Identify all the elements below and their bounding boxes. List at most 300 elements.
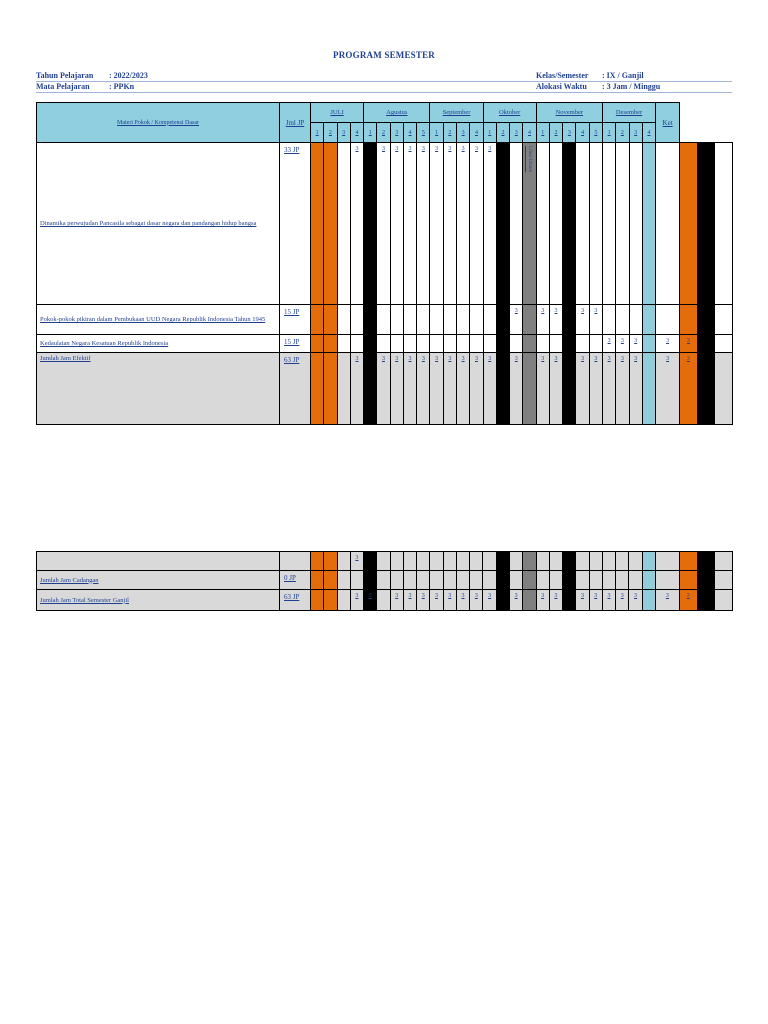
month-name: JULI: [330, 109, 344, 116]
jp-value: 0 JP: [284, 574, 296, 582]
semester-table: [36, 102, 733, 425]
week-cell: [470, 571, 483, 590]
week-value: 3: [448, 593, 452, 599]
jp-cell: [280, 305, 311, 335]
week-cell: [496, 590, 509, 611]
week-cell: [589, 353, 602, 425]
week-value: 3: [395, 356, 399, 362]
week-label: 1: [488, 129, 492, 136]
month-header: [430, 103, 483, 123]
week-label: 4: [581, 129, 585, 136]
week-cell: [377, 590, 390, 611]
week-cell: [457, 353, 470, 425]
week-value: 3: [686, 338, 690, 344]
week-value: 3: [554, 593, 558, 599]
week-cell: [680, 305, 698, 335]
week-cell: [576, 143, 589, 305]
week-value: 3: [474, 356, 478, 362]
week-cell: [642, 335, 655, 353]
week-cell: [470, 335, 483, 353]
week-cell: [509, 552, 522, 571]
header-row: [37, 103, 733, 123]
week-number: [589, 123, 602, 143]
week-cell: [337, 143, 350, 305]
week-label: 4: [528, 129, 532, 136]
week-cell: [443, 590, 456, 611]
table-row: [37, 571, 733, 590]
week-cell: [536, 552, 549, 571]
week-cell: [642, 143, 655, 305]
week-cell: [642, 590, 655, 611]
week-cell: [456, 571, 469, 590]
week-cell: [417, 590, 430, 611]
week-value: 3: [594, 308, 598, 314]
week-cell: [629, 143, 642, 305]
week-cell: [337, 590, 350, 611]
week-cell: [483, 305, 496, 335]
week-cell: [656, 305, 680, 335]
materi-text: Dinamika perwujudan Pancasila sebagai dasar negara dan pandangan hidup bangsa: [40, 220, 257, 227]
tahun-label: Tahun Pelajaran: [36, 71, 94, 80]
week-number: [364, 123, 377, 143]
week-number: [536, 123, 549, 143]
week-cell: [403, 552, 416, 571]
week-cell: [430, 552, 443, 571]
jp-cell: [280, 353, 311, 425]
month-name: Desember: [615, 109, 643, 116]
week-cell: [523, 571, 536, 590]
week-value: 3: [581, 308, 585, 314]
week-cell: [377, 571, 390, 590]
week-cell: [324, 305, 337, 335]
month-header: [364, 103, 430, 123]
week-cell: [602, 143, 615, 305]
week-cell: [456, 590, 469, 611]
week-cell: [655, 571, 679, 590]
week-cell: [563, 335, 576, 353]
week-cell: [483, 571, 496, 590]
week-cell: [536, 143, 549, 305]
jp-cell: [280, 335, 311, 353]
header-jml-jp: [280, 103, 311, 143]
week-value: 3: [666, 338, 670, 344]
week-cell: [510, 335, 523, 353]
week-value: 3: [580, 593, 584, 599]
materi-text: Jumlah Jam Cadangan: [40, 576, 99, 584]
week-cell: [655, 552, 679, 571]
week-cell: [403, 335, 416, 353]
week-label: 1: [435, 129, 439, 136]
week-value: 3: [435, 356, 439, 362]
page-title: PROGRAM SEMESTER: [333, 50, 435, 60]
week-cell: [350, 143, 363, 305]
week-cell: [350, 335, 363, 353]
week-cell: [403, 353, 416, 425]
header-materi-label: Materi Pokok / Kompetensi Dasar: [117, 119, 199, 126]
week-cell: [470, 590, 483, 611]
week-cell: [430, 590, 443, 611]
materi-text: Jumlah Jam Efektif: [40, 355, 91, 362]
mapel-label: Mata Pelajaran: [36, 82, 90, 91]
week-cell: [390, 305, 403, 335]
jp-value: 33 JP: [284, 146, 300, 154]
week-cell: [510, 143, 523, 305]
week-cell: [563, 305, 576, 335]
week-cell: [483, 552, 496, 571]
week-value: 3: [421, 593, 425, 599]
week-number: [576, 123, 589, 143]
week-cell: [697, 571, 715, 590]
week-cell: [563, 571, 576, 590]
kelas-label: Kelas/Semester: [536, 71, 589, 80]
week-cell: [602, 335, 615, 353]
week-cell: [576, 353, 589, 425]
month-name: November: [555, 109, 584, 116]
week-cell: [324, 571, 337, 590]
week-value: 3: [382, 356, 385, 362]
week-cell: [602, 571, 615, 590]
week-cell: [390, 552, 403, 571]
week-number: [602, 123, 615, 143]
week-cell: [403, 571, 416, 590]
week-number: [510, 123, 523, 143]
week-cell: [377, 335, 390, 353]
week-cell: [403, 305, 416, 335]
week-cell: [576, 335, 589, 353]
month-header: [483, 103, 536, 123]
week-cell: [680, 353, 698, 425]
week-cell: [549, 590, 562, 611]
jp-value: 15 JP: [284, 338, 300, 346]
week-cell: [324, 590, 337, 611]
week-value: 3: [461, 146, 465, 152]
week-cell: [457, 305, 470, 335]
week-value: 3: [541, 356, 545, 362]
week-cell: [523, 335, 536, 353]
week-number: [377, 123, 390, 143]
week-value: 3: [355, 356, 359, 362]
week-cell: [602, 353, 615, 425]
tahun-value: : 2022/2023: [109, 71, 148, 80]
week-cell: [350, 571, 363, 590]
month-header: [311, 103, 364, 123]
materi-cell: [37, 305, 280, 335]
week-cell: [337, 353, 350, 425]
week-label: 2: [554, 129, 558, 136]
week-cell: [602, 552, 615, 571]
libur-note: Libur Umum: [527, 146, 533, 173]
week-cell: [629, 335, 642, 353]
ket-cell: [715, 335, 733, 353]
week-cell: [563, 143, 576, 305]
week-cell: [470, 552, 483, 571]
week-cell: [470, 143, 483, 305]
week-cell: [616, 305, 629, 335]
week-cell: [536, 305, 549, 335]
week-cell: [430, 305, 443, 335]
week-value: 3: [686, 356, 690, 362]
week-label: 4: [408, 129, 412, 136]
week-cell: [337, 552, 350, 571]
week-number: [311, 123, 324, 143]
month-header: [602, 103, 655, 123]
week-cell: [443, 552, 456, 571]
materi-cell: [37, 590, 280, 611]
materi-cell: [37, 353, 280, 425]
week-number: [324, 123, 337, 143]
week-number: [483, 123, 496, 143]
week-label: 1: [315, 129, 319, 136]
week-label: 1: [368, 129, 372, 136]
week-value: 3: [514, 593, 518, 599]
week-cell: [549, 552, 562, 571]
week-cell: [377, 305, 390, 335]
week-cell: [337, 305, 350, 335]
week-cell: [576, 552, 589, 571]
week-value: 3: [620, 593, 624, 599]
week-cell: [364, 143, 377, 305]
week-cell: [496, 143, 509, 305]
week-cell: [496, 552, 509, 571]
week-cell: [642, 552, 655, 571]
week-label: 4: [647, 129, 651, 136]
week-value: 3: [355, 146, 359, 152]
week-cell: [390, 335, 403, 353]
week-cell: [536, 590, 549, 611]
week-cell: [470, 353, 483, 425]
week-cell: [496, 305, 509, 335]
week-label: 5: [421, 129, 425, 136]
week-cell: [523, 143, 536, 305]
week-cell: [642, 571, 655, 590]
week-cell: [311, 571, 324, 590]
week-number: [457, 123, 470, 143]
header-ket-label: Ket: [662, 118, 673, 127]
week-cell: [364, 590, 377, 611]
week-cell: [536, 353, 549, 425]
week-value: 3: [421, 356, 425, 362]
header-materi: [37, 103, 280, 143]
week-cell: [679, 552, 697, 571]
week-number: [443, 123, 456, 143]
week-value: 3: [594, 593, 598, 599]
week-cell: [697, 335, 715, 353]
week-value: 3: [607, 338, 611, 344]
week-cell: [616, 143, 629, 305]
week-number: [496, 123, 509, 143]
week-cell: [576, 305, 589, 335]
materi-text: Pokok-pokok pikiran dalam Pembukaan UUD Negara Republik Indonesia Tahun 1945: [40, 316, 266, 323]
week-cell: [390, 571, 403, 590]
week-cell: [509, 571, 522, 590]
week-cell: [697, 353, 715, 425]
month-name: September: [442, 109, 471, 116]
week-value: 3: [607, 356, 611, 362]
week-cell: [311, 305, 324, 335]
week-cell: [616, 353, 629, 425]
week-number: [549, 123, 562, 143]
jp-cell: [280, 552, 311, 571]
week-value: 3: [421, 146, 425, 152]
week-cell: [576, 590, 589, 611]
week-value: 3: [541, 593, 545, 599]
week-label: 3: [342, 129, 346, 136]
week-value: 3: [408, 593, 412, 599]
materi-cell: [37, 552, 280, 571]
week-cell: [390, 143, 403, 305]
week-value: 3: [382, 146, 385, 152]
week-number: [563, 123, 576, 143]
jp-cell: [280, 571, 311, 590]
week-value: 3: [554, 356, 558, 362]
week-cell: [679, 571, 697, 590]
week-cell: [680, 143, 698, 305]
week-cell: [377, 353, 390, 425]
week-label: 3: [634, 129, 638, 136]
week-cell: [589, 571, 602, 590]
week-cell: [589, 552, 602, 571]
week-number: [417, 123, 430, 143]
table-row: [37, 305, 733, 335]
week-value: 3: [514, 356, 518, 362]
week-cell: [616, 552, 629, 571]
jp-value: 15 JP: [284, 308, 300, 316]
week-cell: [417, 305, 430, 335]
week-cell: [324, 552, 337, 571]
week-label: 5: [594, 129, 598, 136]
week-cell: [324, 353, 337, 425]
week-label: 2: [501, 129, 505, 136]
week-label: 1: [541, 129, 545, 136]
header-jml-jp-label: Jml JP: [285, 118, 305, 127]
week-value: 3: [408, 146, 412, 152]
week-value: 3: [541, 308, 545, 314]
ket-cell: [715, 143, 733, 305]
week-value: 3: [620, 338, 624, 344]
week-cell: [589, 335, 602, 353]
week-label: 3: [567, 129, 571, 136]
week-cell: [629, 305, 642, 335]
week-value: 3: [474, 593, 478, 599]
week-value: 3: [355, 593, 359, 599]
week-cell: [602, 305, 615, 335]
week-cell: [496, 335, 509, 353]
week-number: [337, 123, 350, 143]
materi-cell: [37, 571, 280, 590]
week-value: 3: [461, 593, 465, 599]
week-value: 3: [581, 356, 585, 362]
jp-cell: [280, 590, 311, 611]
week-cell: [377, 552, 390, 571]
week-cell: [403, 143, 416, 305]
week-number: [616, 123, 629, 143]
week-value: 3: [634, 593, 637, 599]
week-value: 3: [448, 146, 452, 152]
week-cell: [417, 335, 430, 353]
week-number: [470, 123, 483, 143]
week-cell: [563, 552, 576, 571]
week-cell: [324, 335, 337, 353]
week-cell: [589, 143, 602, 305]
week-cell: [311, 590, 324, 611]
week-cell: [470, 305, 483, 335]
week-value: 3: [666, 356, 670, 362]
week-cell: [443, 353, 456, 425]
week-cell: [697, 305, 715, 335]
materi-text: Kedaulatan Negara Kesatuan Republik Indonesia: [40, 340, 169, 347]
week-value: 3: [620, 356, 624, 362]
week-cell: [679, 590, 697, 611]
week-cell: [350, 353, 363, 425]
week-cell: [311, 353, 324, 425]
ket-cell: [715, 590, 733, 611]
week-value: 3: [408, 356, 412, 362]
week-cell: [549, 143, 562, 305]
week-cell: [510, 353, 523, 425]
week-cell: [496, 353, 509, 425]
week-value: 3: [395, 146, 399, 152]
week-label: 4: [474, 129, 478, 136]
week-value: 3: [448, 356, 452, 362]
week-cell: [364, 552, 377, 571]
week-value: 3: [368, 593, 372, 599]
week-cell: [337, 571, 350, 590]
week-cell: [430, 335, 443, 353]
week-cell: [417, 571, 430, 590]
week-cell: [642, 305, 655, 335]
week-cell: [457, 335, 470, 353]
week-cell: [457, 143, 470, 305]
week-cell: [443, 571, 456, 590]
week-cell: [589, 590, 602, 611]
week-cell: [510, 305, 523, 335]
table-row: [37, 552, 733, 571]
week-cell: [350, 590, 363, 611]
week-cell: [697, 143, 715, 305]
week-cell: [483, 353, 496, 425]
week-cell: [417, 552, 430, 571]
week-value: 3: [488, 356, 492, 362]
week-cell: [629, 590, 642, 611]
week-label: 3: [514, 129, 518, 136]
week-value: 3: [554, 308, 558, 314]
week-cell: [364, 353, 377, 425]
week-cell: [536, 335, 549, 353]
week-cell: [656, 335, 680, 353]
week-cell: [483, 335, 496, 353]
week-value: 3: [514, 308, 518, 314]
week-cell: [377, 143, 390, 305]
mapel-value: : PPKn: [109, 82, 135, 91]
week-cell: [523, 353, 536, 425]
table-row: [37, 353, 733, 425]
week-cell: [496, 571, 509, 590]
week-cell: [324, 143, 337, 305]
week-value: 3: [665, 593, 669, 599]
week-cell: [697, 590, 715, 611]
kelas-value: : IX / Ganjil: [602, 71, 644, 80]
week-cell: [523, 590, 536, 611]
week-cell: [576, 571, 589, 590]
alokasi-value: : 3 Jam / Minggu: [602, 82, 661, 91]
week-cell: [523, 305, 536, 335]
week-value: 3: [594, 356, 598, 362]
week-cell: [311, 143, 324, 305]
week-cell: [697, 552, 715, 571]
week-cell: [509, 590, 522, 611]
week-number: [350, 123, 363, 143]
month-name: Agustus: [386, 109, 408, 116]
